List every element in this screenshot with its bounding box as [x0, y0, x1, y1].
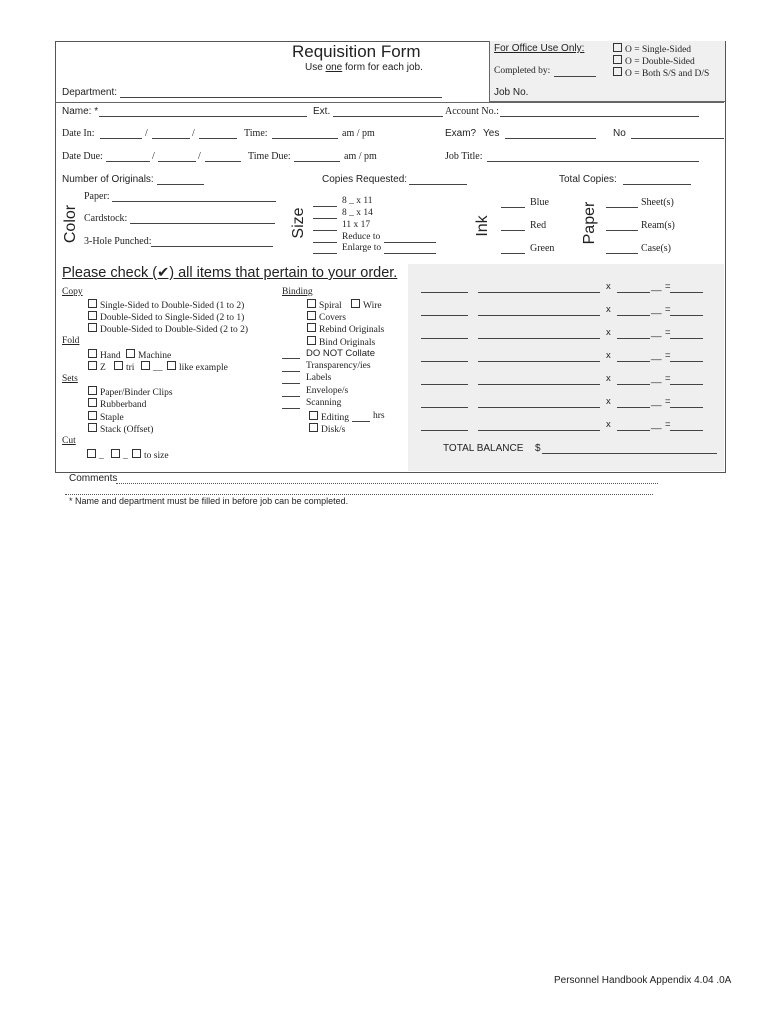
sets-option-2[interactable]: Rubberband — [88, 398, 146, 410]
checkbox-icon — [88, 299, 97, 308]
unit-price-field[interactable] — [617, 384, 650, 385]
unit-price-field[interactable] — [617, 338, 650, 339]
paper-option: Case(s) — [641, 243, 671, 254]
item-field[interactable] — [478, 384, 600, 385]
ampm-label: am / pm — [342, 128, 375, 139]
size-section-title: Size — [290, 207, 307, 239]
date-in-day[interactable] — [152, 138, 190, 139]
paper-option: Ream(s) — [641, 220, 675, 231]
size-option: Reduce to — [342, 232, 381, 242]
qty-field[interactable] — [421, 361, 468, 362]
cardstock-field[interactable] — [130, 223, 275, 224]
fold-machine-option[interactable]: Machine — [126, 349, 171, 361]
item-field[interactable] — [478, 315, 600, 316]
office-option-3[interactable]: O = Both S/S and D/S — [613, 67, 709, 79]
item-field[interactable] — [478, 430, 600, 431]
comments-field[interactable] — [116, 483, 658, 484]
paper-qty-field[interactable] — [606, 253, 638, 254]
date-due-month[interactable] — [106, 161, 150, 162]
labels-label: Labels — [306, 373, 332, 383]
checkbox-icon — [88, 386, 97, 395]
office-option-2[interactable]: O = Double-Sided — [613, 55, 695, 67]
multiply-sign: x — [606, 396, 611, 407]
form-subtitle: Use one form for each job. — [305, 62, 423, 73]
office-option-1[interactable]: O = Single-Sided — [613, 43, 691, 55]
name-label: Name: * — [62, 106, 99, 117]
no-field[interactable] — [631, 138, 724, 139]
multiply-sign: x — [606, 373, 611, 384]
no-label: No — [613, 128, 626, 139]
checkbox-icon — [141, 361, 150, 370]
labels-field[interactable] — [282, 383, 300, 384]
size-option: Enlarge to — [342, 243, 382, 253]
checkbox-icon — [309, 411, 318, 420]
cardstock-label: Cardstock: — [84, 213, 128, 224]
ext-field[interactable] — [333, 116, 443, 117]
department-field[interactable] — [120, 97, 442, 98]
originals-label: Number of Originals: — [62, 174, 154, 185]
cut-option-a[interactable]: _ — [87, 449, 104, 461]
equals-sign: = — [665, 281, 671, 292]
fold-blank-option[interactable]: __ — [141, 361, 163, 373]
slash: / — [145, 128, 148, 139]
equals-sign: = — [665, 373, 671, 384]
slash: / — [198, 151, 201, 162]
unit-price-field[interactable] — [617, 361, 650, 362]
check-heading: Please check (✔) all items that pertain to your order. — [62, 265, 398, 281]
form-title: Requisition Form — [292, 42, 421, 61]
qty-field[interactable] — [421, 315, 468, 316]
date-due-label: Date Due: — [62, 151, 103, 162]
paper-qty-field[interactable] — [606, 207, 638, 208]
envelope-field[interactable] — [282, 396, 300, 397]
yes-label: Yes — [483, 128, 500, 139]
checkbox-icon — [88, 361, 97, 370]
total-balance-field[interactable] — [542, 453, 717, 454]
dollar-sign: $ — [535, 443, 541, 454]
checkbox-icon — [613, 43, 622, 52]
copy-option-3[interactable]: Double-Sided to Double-Sided (2 to 2) — [88, 323, 248, 335]
checkbox-icon — [88, 323, 97, 332]
scanning-label: Scanning — [306, 398, 342, 408]
date-due-day[interactable] — [158, 161, 196, 162]
no-collate-field[interactable] — [282, 358, 300, 359]
checkbox-icon — [307, 299, 316, 308]
enlarge-field[interactable] — [384, 253, 436, 254]
pricing-panel — [408, 264, 724, 471]
size-check-field[interactable] — [313, 253, 337, 254]
checkbox-icon — [111, 449, 120, 458]
item-field[interactable] — [478, 292, 600, 293]
qty-field[interactable] — [421, 430, 468, 431]
paper-option: Sheet(s) — [641, 197, 674, 208]
amount-field[interactable] — [670, 430, 703, 431]
size-option: 11 x 17 — [342, 220, 371, 230]
fold-title: Fold — [62, 336, 80, 346]
multiply-sign: x — [606, 327, 611, 338]
size-option: 8 _ x 14 — [342, 208, 373, 218]
required-note: * Name and department must be filled in before job can be completed. — [69, 496, 349, 506]
date-in-label: Date In: — [62, 128, 95, 139]
sets-option-3[interactable]: Staple — [88, 411, 124, 423]
checkbox-icon — [88, 423, 97, 432]
binding-bind-option[interactable]: Bind Originals — [307, 336, 375, 348]
binding-wire-option[interactable]: Wire — [351, 299, 382, 311]
dash-mark: __ — [651, 327, 662, 338]
item-field[interactable] — [478, 338, 600, 339]
checkbox-icon — [307, 336, 316, 345]
size-check-field[interactable] — [313, 230, 337, 231]
ink-check-field[interactable] — [501, 207, 525, 208]
binding-spiral-option[interactable]: Spiral — [307, 299, 342, 311]
disk-option[interactable]: Disk/s — [309, 423, 345, 435]
cut-to-size-option[interactable]: to size — [132, 449, 169, 461]
envelope-label: Envelope/s — [306, 386, 349, 396]
office-use-label: For Office Use Only: — [494, 43, 585, 54]
qty-field[interactable] — [421, 384, 468, 385]
checkbox-icon — [307, 311, 316, 320]
size-option: 8 _ x 11 — [342, 196, 373, 206]
amount-field[interactable] — [670, 338, 703, 339]
fold-z-option[interactable]: Z — [88, 361, 106, 373]
checkbox-icon — [132, 449, 141, 458]
time-due-field[interactable] — [294, 161, 340, 162]
color-section-title: Color — [62, 204, 79, 244]
unit-price-field[interactable] — [617, 315, 650, 316]
slash: / — [192, 128, 195, 139]
yes-field[interactable] — [505, 138, 596, 139]
item-field[interactable] — [478, 361, 600, 362]
account-label: Account No.: — [445, 106, 499, 117]
copy-title: Copy — [62, 287, 83, 297]
sets-option-1[interactable]: Paper/Binder Clips — [88, 386, 173, 398]
checkbox-icon — [114, 361, 123, 370]
amount-field[interactable] — [670, 292, 703, 293]
binding-title: Binding — [282, 287, 313, 297]
ink-section-title: Ink — [474, 215, 491, 237]
time-label: Time: — [244, 128, 268, 139]
footer-text: Personnel Handbook Appendix 4.04 .0A — [554, 975, 732, 986]
transparency-field[interactable] — [282, 371, 300, 372]
transparency-label: Transparency/ies — [306, 361, 371, 371]
qty-field[interactable] — [421, 338, 468, 339]
copies-field[interactable] — [409, 184, 467, 185]
punched-label: 3-Hole Punched: — [84, 236, 152, 247]
copy-option-1[interactable]: Single-Sided to Double-Sided (1 to 2) — [88, 299, 244, 311]
comments-field-line-2[interactable] — [65, 494, 653, 495]
unit-price-field[interactable] — [617, 430, 650, 431]
time-field[interactable] — [272, 138, 338, 139]
divider — [55, 102, 724, 103]
copy-option-2[interactable]: Double-Sided to Single-Sided (2 to 1) — [88, 311, 244, 323]
paper-section-title: Paper — [581, 201, 598, 245]
scanning-field[interactable] — [282, 408, 300, 409]
slash: / — [152, 151, 155, 162]
equals-sign: = — [665, 419, 671, 430]
job-title-field[interactable] — [487, 161, 699, 162]
cut-title: Cut — [62, 436, 76, 446]
multiply-sign: x — [606, 281, 611, 292]
unit-price-field[interactable] — [617, 407, 650, 408]
multiply-sign: x — [606, 419, 611, 430]
sets-title: Sets — [62, 374, 78, 384]
comments-label: Comments — [69, 473, 118, 484]
department-label: Department: — [62, 87, 118, 98]
date-in-year[interactable] — [199, 138, 237, 139]
fold-hand-option[interactable]: Hand — [88, 349, 121, 361]
date-in-month[interactable] — [100, 138, 142, 139]
checkbox-icon — [309, 423, 318, 432]
ext-label: Ext. — [313, 106, 331, 117]
qty-field[interactable] — [421, 407, 468, 408]
cut-option-b[interactable]: _ — [111, 449, 128, 461]
sets-option-4[interactable]: Stack (Offset) — [88, 423, 153, 435]
copies-label: Copies Requested: — [322, 174, 408, 185]
equals-sign: = — [665, 350, 671, 361]
ink-option: Green — [530, 243, 555, 254]
multiply-sign: x — [606, 304, 611, 315]
size-check-field[interactable] — [313, 218, 337, 219]
ink-check-field[interactable] — [501, 230, 525, 231]
ink-option: Blue — [530, 197, 549, 208]
item-field[interactable] — [478, 407, 600, 408]
editing-hours-field[interactable] — [352, 421, 370, 422]
ampm-label: am / pm — [344, 151, 377, 162]
multiply-sign: x — [606, 350, 611, 361]
ink-option: Red — [530, 220, 547, 231]
originals-field[interactable] — [157, 184, 204, 185]
dash-mark: __ — [651, 304, 662, 315]
date-due-year[interactable] — [205, 161, 241, 162]
paper-qty-field[interactable] — [606, 230, 638, 231]
checkbox-icon — [88, 349, 97, 358]
total-copies-label: Total Copies: — [559, 174, 617, 185]
checkbox-icon — [613, 67, 622, 76]
equals-sign: = — [665, 304, 671, 315]
ink-check-field[interactable] — [501, 253, 525, 254]
binding-rebind-option[interactable]: Rebind Originals — [307, 323, 384, 335]
time-due-label: Time Due: — [248, 151, 291, 162]
paper-color-field[interactable] — [112, 201, 276, 202]
job-no-label: Job No. — [494, 87, 529, 98]
qty-field[interactable] — [421, 292, 468, 293]
dash-mark: __ — [651, 350, 662, 361]
size-check-field[interactable] — [313, 242, 337, 243]
reduce-field[interactable] — [384, 242, 436, 243]
checkbox-icon — [88, 411, 97, 420]
exam-label: Exam? — [445, 128, 477, 139]
equals-sign: = — [665, 327, 671, 338]
fold-tri-option[interactable]: tri — [114, 361, 134, 373]
dash-mark: __ — [651, 373, 662, 384]
hrs-label: hrs — [373, 411, 385, 421]
job-title-label: Job Title: — [445, 151, 483, 162]
checkbox-icon — [126, 349, 135, 358]
amount-field[interactable] — [670, 384, 703, 385]
paper-label: Paper: — [84, 191, 110, 202]
dash-mark: __ — [651, 396, 662, 407]
binding-covers-option[interactable]: Covers — [307, 311, 346, 323]
name-field[interactable] — [99, 116, 307, 117]
checkbox-icon — [88, 398, 97, 407]
dash-mark: __ — [651, 419, 662, 430]
checkbox-icon — [351, 299, 360, 308]
completed-by-label: Completed by: — [494, 66, 551, 76]
amount-field[interactable] — [670, 315, 703, 316]
total-copies-field[interactable] — [623, 184, 691, 185]
dash-mark: __ — [651, 281, 662, 292]
fold-like-option[interactable]: like example — [167, 361, 228, 373]
punched-field[interactable] — [151, 246, 273, 247]
editing-option[interactable]: Editing — [309, 411, 349, 423]
total-balance-label: TOTAL BALANCE — [443, 443, 524, 454]
equals-sign: = — [665, 396, 671, 407]
completed-by-field[interactable] — [554, 76, 596, 77]
account-field[interactable] — [500, 116, 699, 117]
checkbox-icon — [167, 361, 176, 370]
amount-field[interactable] — [670, 407, 703, 408]
unit-price-field[interactable] — [617, 292, 650, 293]
checkbox-icon — [88, 311, 97, 320]
checkbox-icon — [87, 449, 96, 458]
size-check-field[interactable] — [313, 206, 337, 207]
checkbox-icon — [613, 55, 622, 64]
checkbox-icon — [307, 323, 316, 332]
no-collate-label: DO NOT Collate — [306, 348, 375, 359]
amount-field[interactable] — [670, 361, 703, 362]
